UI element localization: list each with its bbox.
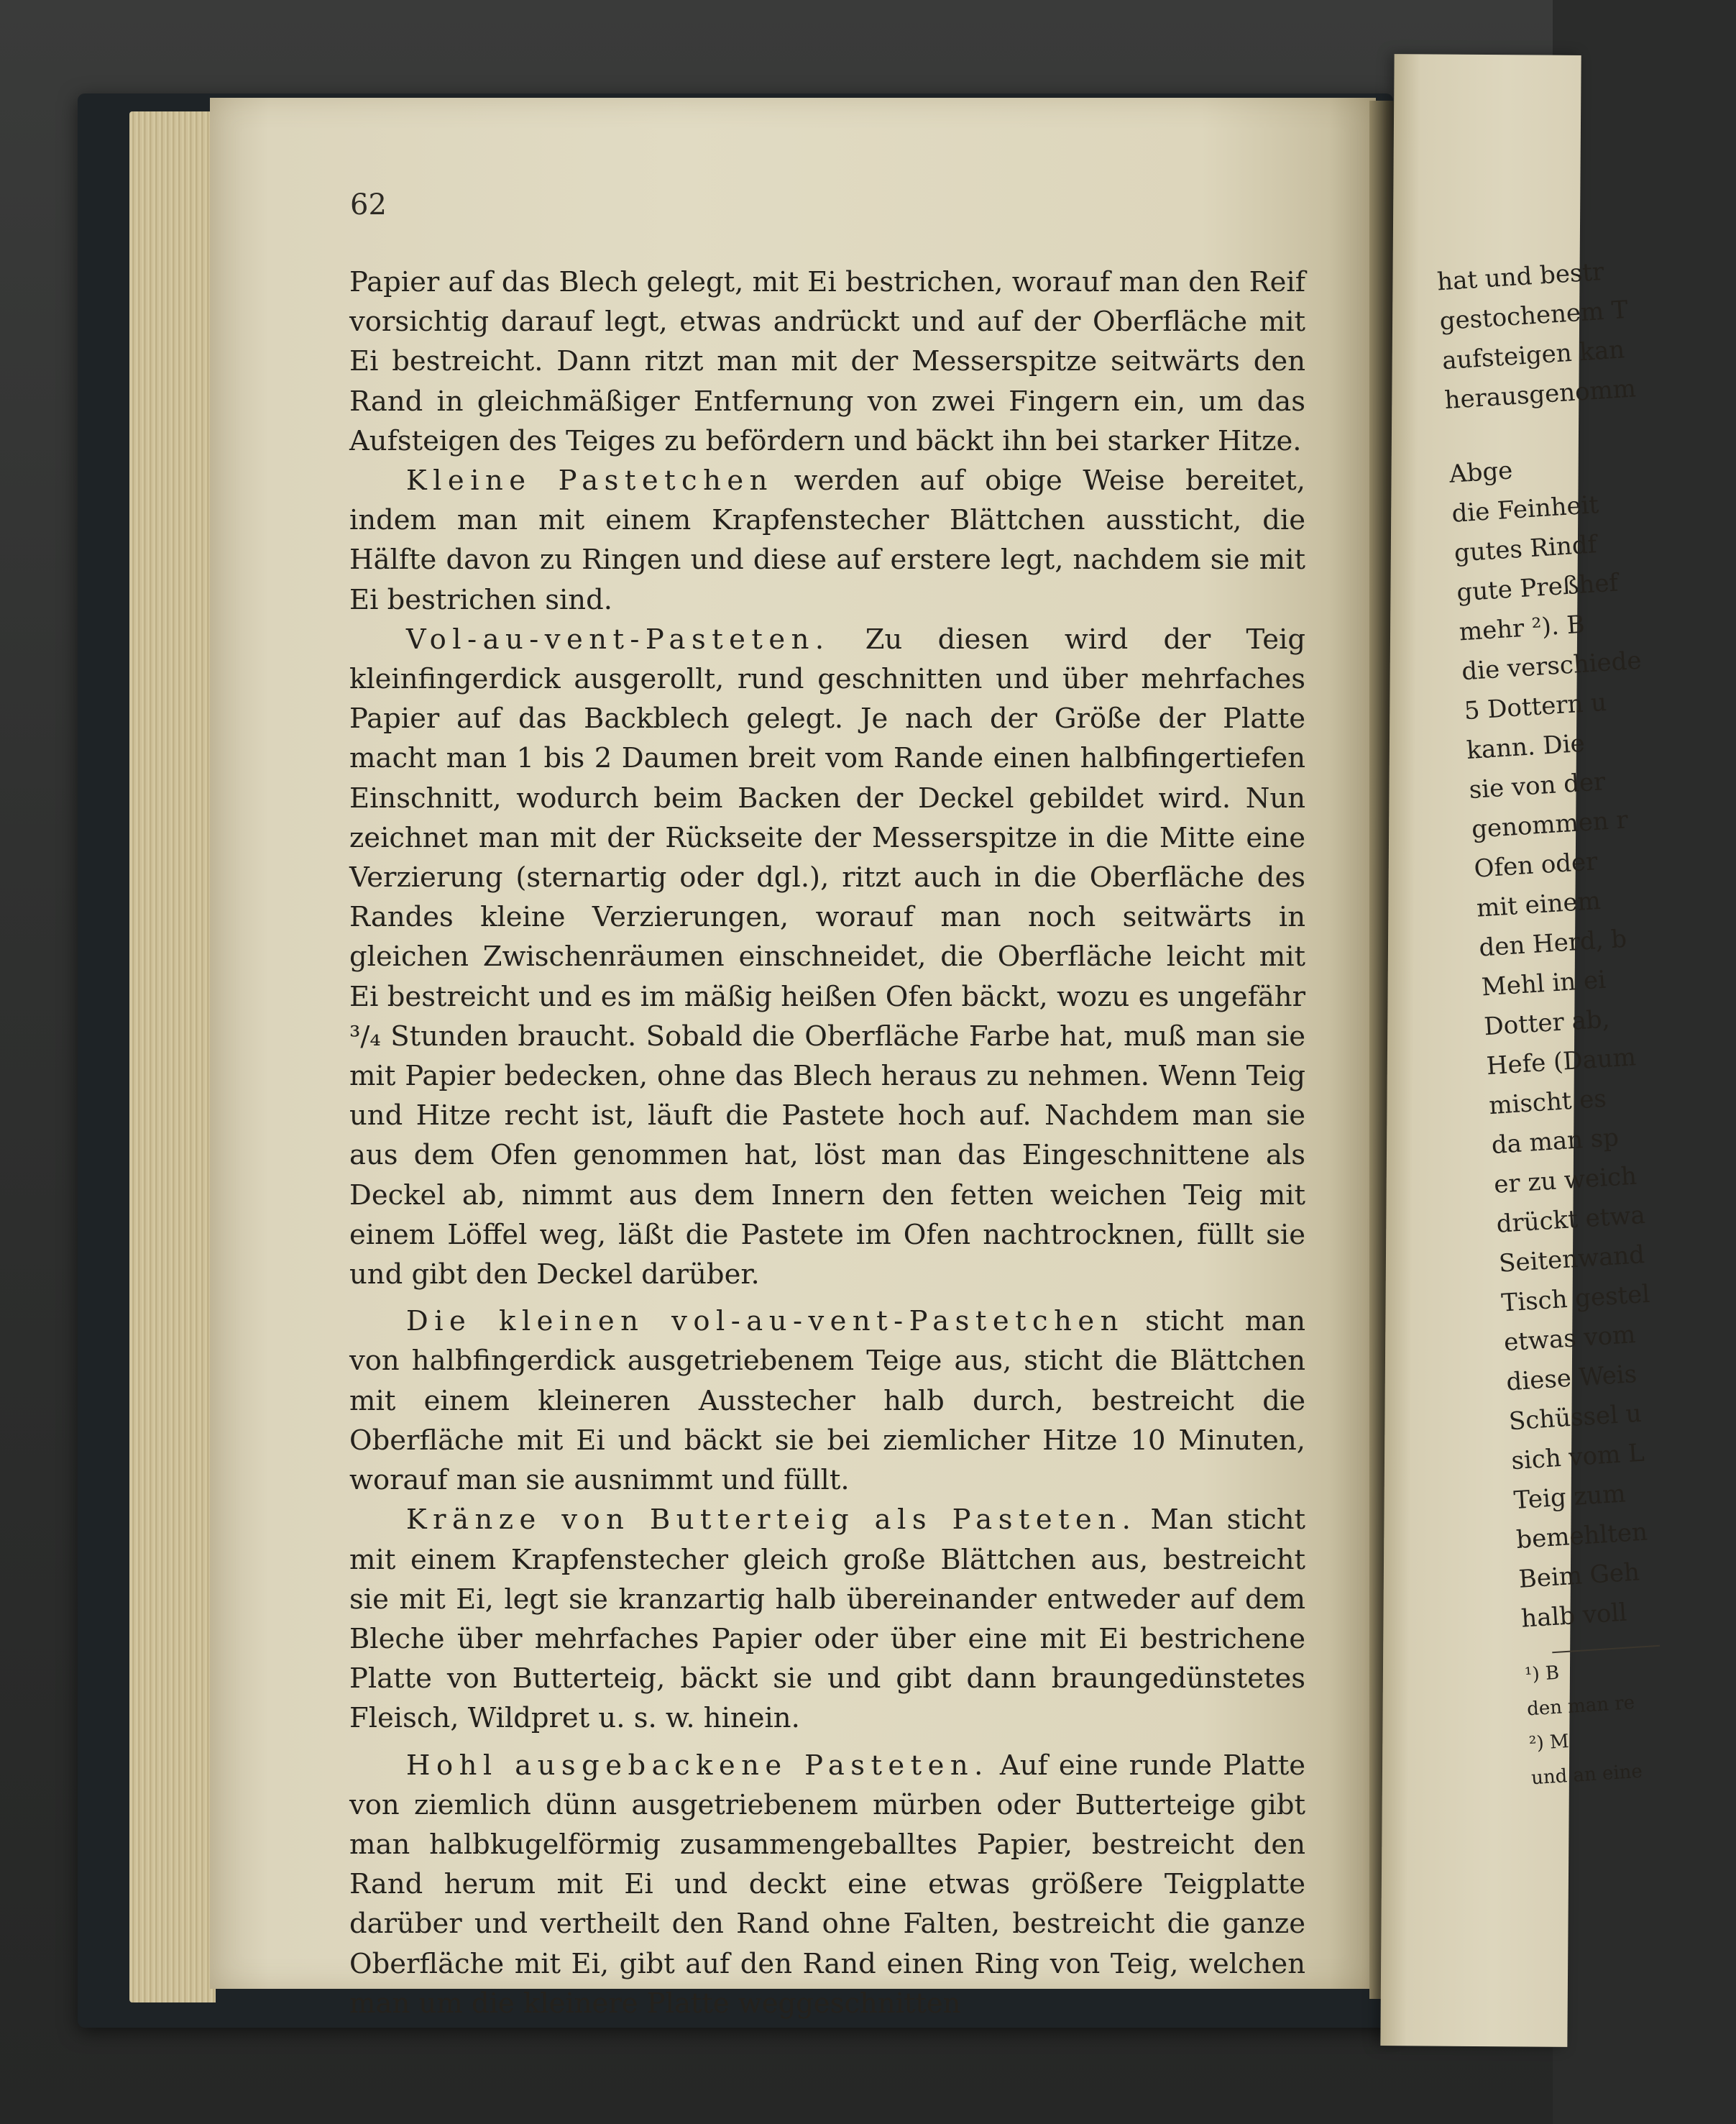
facing-line: da man sp	[1490, 1123, 1620, 1161]
facing-line: aufsteigen kan	[1441, 335, 1626, 376]
paragraph	[349, 620, 1305, 1294]
footnote-line: den man re	[1526, 1692, 1635, 1721]
page-edges	[129, 111, 216, 2002]
facing-line: Seitenwand	[1497, 1240, 1646, 1278]
facing-line: Schüssel u	[1507, 1399, 1643, 1437]
facing-line: mit einem	[1475, 886, 1602, 923]
facing-line: diese Weis	[1505, 1360, 1638, 1397]
paragraph-heading: Die kleinen vol-au-vent-Pastetchen	[405, 1305, 1124, 1338]
paragraph-heading: Kleine Pastetchen	[405, 464, 773, 498]
paragraph-text: Man sticht mit einem Krapfenstecher gleich große Blättchen aus, bestreicht sie mit Ei, legt sie kranzartig halb übereinander entweder auf dem Bleche über mehrfaches Papier oder über eine mit Ei bestrichene Platte von Butterteig, bäckt sie und gibt dann braungedünstetes Fleisch, Wildpret u. s. w. hinein.	[349, 1503, 1305, 1735]
page-number: 62	[350, 188, 387, 221]
facing-line: Tisch gestel	[1500, 1279, 1651, 1318]
facing-line: bemehlten	[1515, 1517, 1649, 1555]
paragraph-text: Auf eine runde Platte von ziemlich dünn ausgetriebenem mürben oder Butterteige gibt man halbkugelförmig zusammengeballtes Papier, bestreicht den Rand herum mit Ei und deckt eine etwas größere Teigplatte darüber und vertheilt den Rand ohne Falten, bestreicht die ganze Oberfläche mit Ei, gibt auf den Rand einen Ring von Teig, welchen man um die kleinere Platte weggeschnitten	[349, 1749, 1305, 2020]
paragraph	[349, 1500, 1305, 1738]
facing-line: die verschiede	[1461, 646, 1643, 687]
paragraph-heading: Kränze von Butterteig als Pasteten.	[405, 1503, 1137, 1537]
footnote-line: ¹) B	[1524, 1662, 1561, 1686]
facing-line: Abge	[1448, 456, 1514, 489]
paragraph-heading: Vol-au-vent-Pasteten.	[405, 623, 830, 656]
facing-line: gute Preßhef	[1456, 568, 1620, 608]
facing-line: Beim Geh	[1517, 1557, 1641, 1594]
page-body	[349, 262, 1305, 2023]
footnote-line: ²) M	[1528, 1731, 1570, 1755]
facing-line: etwas vom	[1502, 1320, 1637, 1358]
facing-line: mischt es	[1488, 1084, 1607, 1121]
paragraph-text: sticht man von halbfingerdick ausgetriebenem Teige aus, sticht die Blättchen mit einem kleineren Ausstecher halb durch, bestreicht die Oberfläche mit Ei und bäckt sie bei ziemlicher Hitze 10 Minuten, worauf man sie ausnimmt und füllt.	[349, 1305, 1305, 1497]
facing-line: Teig zum	[1512, 1479, 1627, 1516]
facing-line: drückt etwa	[1495, 1200, 1646, 1239]
paragraph	[349, 1301, 1305, 1500]
facing-line: mehr ²). B	[1458, 610, 1586, 647]
facing-line: halb voll	[1520, 1598, 1628, 1634]
facing-line: die Feinheit	[1451, 490, 1600, 528]
facing-line: gestochenem T	[1438, 295, 1629, 337]
facing-line: sie von der	[1468, 767, 1607, 805]
paragraph-text: Zu diesen wird der Teig kleinfingerdick ausgerollt, rund geschnitten und über mehrfaches Papier auf das Backblech gelegt. Je nach der Größe der Platte macht man 1 bis 2 Daumen breit vom Rande einen halbfingertiefen Einschnitt, wodurch beim Backen der Deckel gebildet wird. Nun zeichnet man mit der Rückseite der Messerspitze in die Mitte eine Verzierung (sternartig oder dgl.), ritzt auch in die Oberfläche des Randes kleine Verzierungen, worauf man noch seitwärts in gleichen Zwischenräumen einschneidet, die Oberfläche leicht mit Ei bestreicht und es im mäßig heißen Ofen bäckt, wozu es ungefähr ³/₄ Stunden braucht. Sobald die Oberfläche Farbe hat, muß man sie mit Papier bedecken, ohne das Blech heraus zu nehmen. Wenn Teig und Hitze recht ist, läuft die Pastete hoch auf. Nachdem man sie aus dem Ofen genommen hat, löst man das Eingeschnittene als Deckel ab, nimmt aus dem Innern den fetten weichen Teig mit einem Löffel weg, läßt die Pastete im Ofen nachtrocknen, füllt sie und gibt den Deckel darüber.	[349, 623, 1305, 1291]
paragraph-text: werden auf obige Weise bereitet, indem man mit einem Krapfenstecher Blättchen aussticht, die Hälfte davon zu Ringen und diese auf erstere legt, nachdem sie mit Ei bestrichen sind.	[349, 464, 1305, 616]
facing-line: sich vom L	[1510, 1438, 1645, 1476]
facing-line: herausgenomm	[1443, 374, 1638, 416]
facing-line: 5 Dottern u	[1463, 687, 1608, 726]
paragraph-text: Papier auf das Blech gelegt, mit Ei bestrichen, worauf man den Reif vorsichtig darauf legt, etwas andrückt und auf der Oberfläche mit Ei bestreicht. Dann ritzt man mit der Messerspitze seitwärts den Rand in gleichmäßiger Entfernung von zwei Fingern ein, um das Aufsteigen des Teiges zu befördern und bäckt ihn bei starker Hitze.	[349, 266, 1305, 457]
facing-line: Mehl in ei	[1480, 965, 1607, 1002]
footnote-line: und an eine	[1530, 1760, 1643, 1790]
facing-line: kann. Die	[1466, 728, 1586, 766]
paragraph	[349, 461, 1305, 620]
facing-page	[1380, 54, 1651, 2047]
facing-line: Dotter ab,	[1483, 1004, 1611, 1042]
facing-page-text	[1436, 254, 1676, 1795]
facing-line: Ofen oder	[1473, 847, 1599, 884]
facing-line: Hefe (Daum	[1485, 1043, 1638, 1081]
facing-line: gutes Rindf	[1453, 530, 1598, 568]
paragraph-heading: Hohl ausgebackene Pasteten.	[405, 1749, 989, 1782]
facing-line: er zu weich	[1493, 1161, 1638, 1199]
facing-line: genommen r	[1470, 805, 1629, 844]
paragraph	[349, 262, 1305, 461]
paragraph	[349, 1746, 1305, 2023]
facing-line: hat und bestr	[1436, 257, 1605, 297]
facing-line: den Herd, b	[1478, 924, 1628, 963]
